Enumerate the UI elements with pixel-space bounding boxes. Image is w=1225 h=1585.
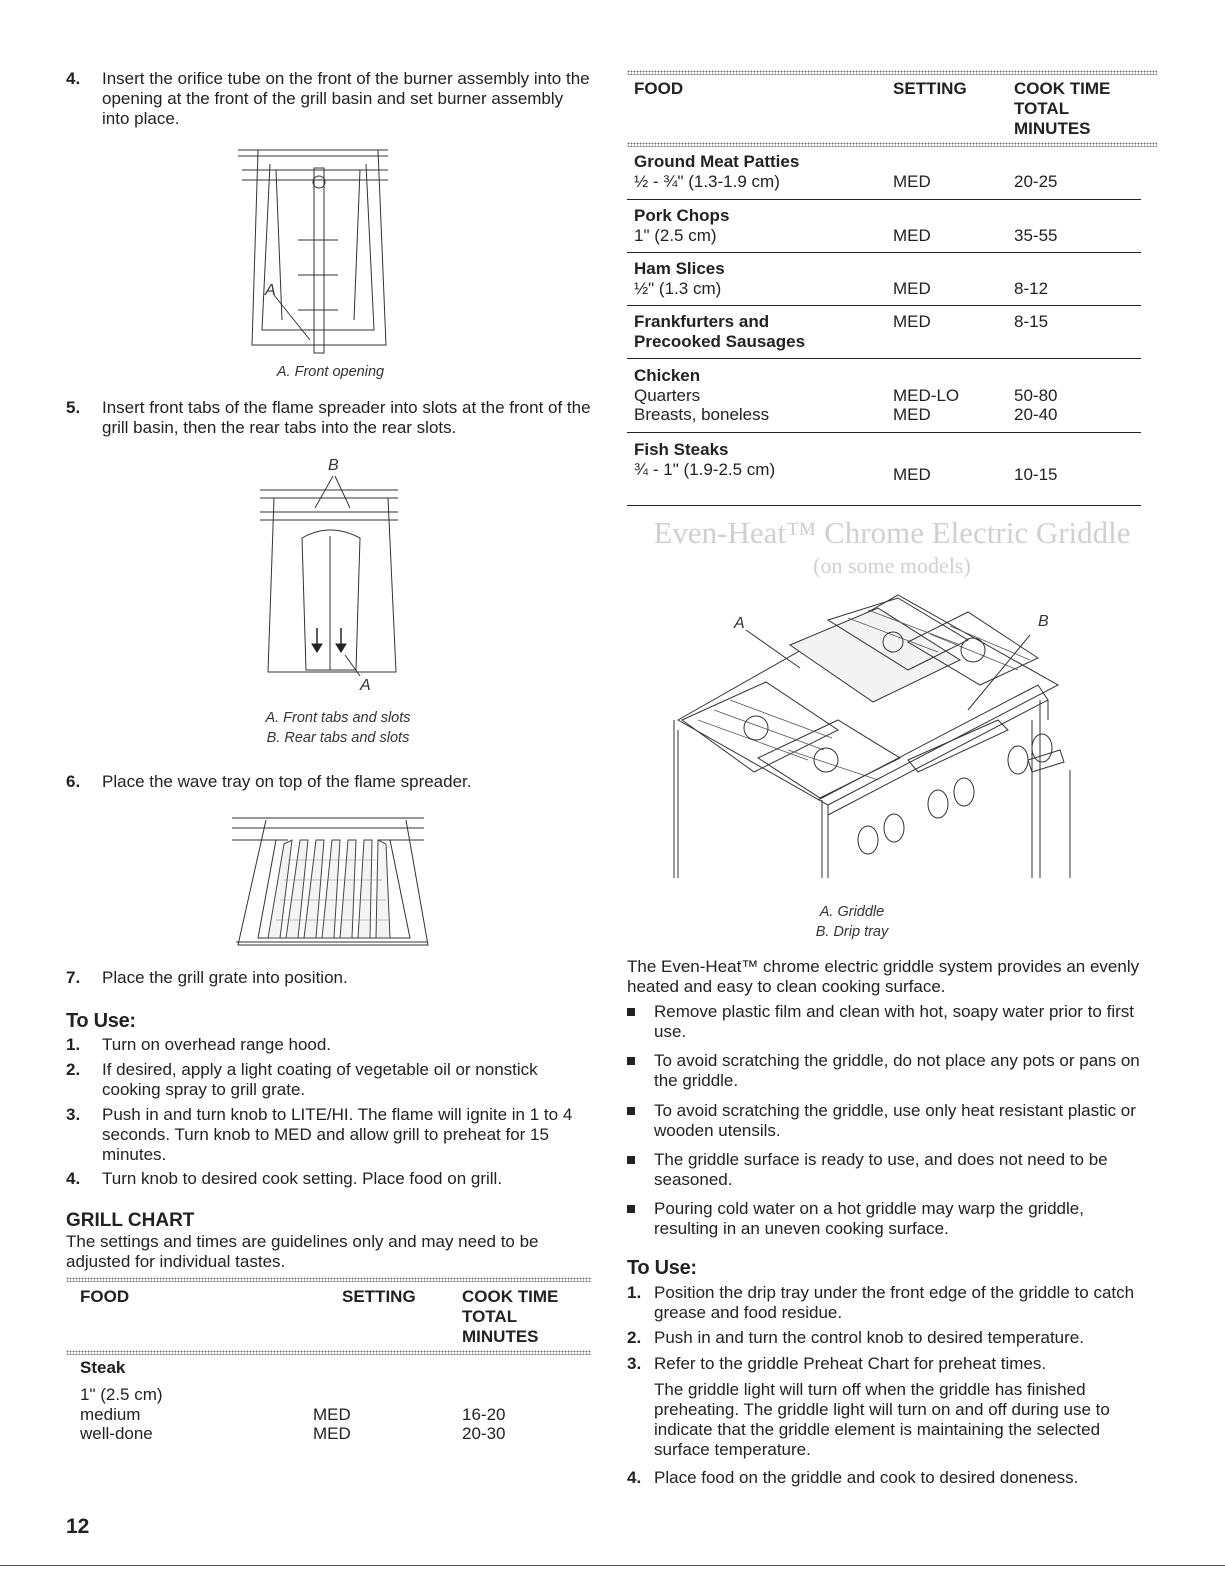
- range-fig-caption-b: B. Drip tray: [815, 924, 889, 940]
- table-row-sub: Quarters: [634, 386, 701, 405]
- table-row-name: Chicken: [634, 366, 701, 385]
- step-text: Insert the orifice tube on the front of the burner assembly into the opening at the front of the grill basin and set burner assembly into place.: [102, 69, 590, 128]
- bullet-item: [627, 1150, 1147, 1190]
- row-divider: [627, 199, 1141, 200]
- step-text: Place the grill grate into position.: [102, 968, 348, 987]
- col-header-total: TOTAL: [462, 1307, 518, 1326]
- col-header-setting: SETTING: [342, 1287, 416, 1306]
- col-header-cook-time: COOK TIME: [1014, 79, 1111, 98]
- table-row-name-2: Precooked Sausages: [634, 332, 806, 351]
- step-6: [66, 772, 591, 792]
- row-divider: [627, 358, 1141, 359]
- col-header-food: FOOD: [80, 1287, 130, 1306]
- col-header-setting: SETTING: [893, 79, 967, 98]
- table-top-rule: [66, 1277, 591, 1282]
- bullet-square-icon: [627, 1008, 635, 1016]
- bullet-square-icon: [627, 1205, 635, 1213]
- bullet-square-icon: [627, 1107, 635, 1115]
- step-text: Push in and turn knob to LITE/HI. The flame will ignite in 1 to 4 seconds. Turn knob to MED and allow grill to preheat for 15 minutes.: [102, 1105, 573, 1164]
- bullet-text: To avoid scratching the griddle, do not place any pots or pans on the griddle.: [654, 1051, 1140, 1090]
- table-row-sub: ½" (1.3 cm): [634, 279, 722, 298]
- bullet-text: Pouring cold water on a hot griddle may warp the griddle, resulting in an uneven cooking surface.: [654, 1199, 1084, 1238]
- step-number: 4.: [66, 1169, 81, 1188]
- right-table-top-rule: [627, 70, 1157, 75]
- table-cell-food: well-done: [80, 1424, 153, 1443]
- grill-use-step-3: [66, 1105, 591, 1165]
- table-cell-time: 16-20: [462, 1405, 506, 1424]
- fig2-label-a: A: [360, 677, 371, 694]
- table-row-name: Pork Chops: [634, 206, 730, 225]
- step-5: [66, 398, 591, 438]
- bullet-item: [627, 1199, 1147, 1239]
- step-text: Insert front tabs of the flame spreader into slots at the front of the grill basin, then the rear tabs into the rear slots.: [102, 398, 591, 437]
- range-fig-label-a: A: [734, 615, 745, 632]
- table-cell-time-2: 20-40: [1014, 405, 1058, 424]
- section-subtitle: (on some models): [813, 553, 971, 578]
- table-cell-time: 20-25: [1014, 172, 1058, 191]
- table-row-steak-size: 1" (2.5 cm): [80, 1385, 163, 1404]
- table-cell-setting: MED: [893, 226, 931, 245]
- table-cell-time: 8-15: [1014, 312, 1049, 331]
- table-header-rule: [66, 1350, 591, 1355]
- step-text: Turn knob to desired cook setting. Place food on grill.: [102, 1169, 503, 1188]
- fig2-label-b: B: [328, 457, 339, 474]
- flame-spreader-figure: [258, 450, 408, 695]
- bullet-square-icon: [627, 1156, 635, 1164]
- step-number: 4.: [66, 69, 81, 88]
- table-row-name: Fish Steaks: [634, 440, 729, 459]
- grill-chart-heading: GRILL CHART: [66, 1210, 195, 1231]
- table-cell-setting: MED: [313, 1424, 351, 1443]
- row-divider: [627, 252, 1141, 253]
- table-cell-time: 8-12: [1014, 279, 1049, 298]
- bullet-item: [627, 1002, 1147, 1042]
- table-cell-setting-2: MED: [893, 405, 931, 424]
- step-text: If desired, apply a light coating of vegetable oil or nonstick cooking spray to grill grate.: [102, 1060, 538, 1099]
- table-cell-time: 35-55: [1014, 226, 1058, 245]
- griddle-use-step-2: [627, 1328, 1147, 1348]
- fig1-caption: A. Front opening: [276, 364, 385, 380]
- step-text: Place the wave tray on top of the flame spreader.: [102, 772, 472, 791]
- range-fig-label-b: B: [1038, 613, 1049, 630]
- griddle-use-step-3: [627, 1354, 1147, 1374]
- step-number: 2.: [627, 1328, 642, 1347]
- grill-use-step-2: [66, 1060, 591, 1100]
- table-row-name: Frankfurters and: [634, 312, 770, 331]
- section-title: Even-Heat™ Chrome Electric Griddle: [653, 515, 1131, 550]
- step-text: Position the drip tray under the front edge of the griddle to catch grease and food residue.: [654, 1283, 1135, 1322]
- fig2-caption-b: B. Rear tabs and slots: [266, 730, 410, 746]
- col-header-cook-time: COOK TIME: [462, 1287, 559, 1306]
- table-bottom-rule: [627, 505, 1141, 506]
- bullet-item: [627, 1051, 1147, 1091]
- bullet-item: [627, 1101, 1147, 1141]
- step-number: 3.: [627, 1354, 642, 1373]
- bullet-square-icon: [627, 1057, 635, 1065]
- step-text: The griddle light will turn off when the griddle has finished preheating. The griddle light will turn on and off during use to indicate that the griddle element is maintaining the selected surface temperature.: [654, 1380, 1110, 1459]
- page-number: 12: [66, 1515, 90, 1538]
- table-row-sub: ¾ - 1" (1.9-2.5 cm): [634, 460, 776, 479]
- table-cell-time: 20-30: [462, 1424, 506, 1443]
- right-table-header-rule: [627, 142, 1157, 147]
- step-text: Push in and turn the control knob to desired temperature.: [654, 1328, 1084, 1347]
- step-number: 2.: [66, 1060, 81, 1079]
- fig2-caption-a: A. Front tabs and slots: [265, 710, 411, 726]
- step-number: 4.: [627, 1468, 642, 1487]
- range-griddle-figure: [668, 590, 1078, 885]
- step-text: Refer to the griddle Preheat Chart for preheat times.: [654, 1354, 1047, 1373]
- bullet-text: The griddle surface is ready to use, and does not need to be seasoned.: [654, 1150, 1108, 1189]
- table-row-sub: 1" (2.5 cm): [634, 226, 717, 245]
- step-text: Place food on the griddle and cook to desired doneness.: [654, 1468, 1079, 1487]
- row-divider: [627, 305, 1141, 306]
- bullet-text: To avoid scratching the griddle, use only heat resistant plastic or wooden utensils.: [654, 1101, 1136, 1140]
- grill-use-step-1: [66, 1035, 591, 1055]
- table-cell-setting: MED: [893, 312, 931, 331]
- table-cell-setting: MED: [893, 279, 931, 298]
- col-header-food: FOOD: [634, 79, 684, 98]
- griddle-intro: The Even-Heat™ chrome electric griddle system provides an evenly heated and easy to clean cooking surface.: [627, 957, 1140, 996]
- table-row-steak-name: Steak: [80, 1358, 126, 1377]
- grill-use-step-4: [66, 1169, 591, 1189]
- step-number: 7.: [66, 968, 81, 987]
- step-number: 5.: [66, 398, 81, 417]
- step-number: 1.: [66, 1035, 81, 1054]
- table-cell-setting: MED: [313, 1405, 351, 1424]
- wave-tray-figure: [228, 810, 433, 950]
- table-row-sub: ½ - ¾" (1.3-1.9 cm): [634, 172, 780, 191]
- step-7: [66, 968, 591, 988]
- table-cell-food: medium: [80, 1405, 141, 1424]
- table-cell-setting: MED: [893, 465, 931, 484]
- table-row-sub-2: Breasts, boneless: [634, 405, 770, 424]
- step-number: 3.: [66, 1105, 81, 1124]
- burner-assembly-figure: [238, 140, 398, 355]
- grill-chart-intro: The settings and times are guidelines only and may need to be adjusted for individual tastes.: [66, 1232, 539, 1271]
- to-use-heading-griddle: To Use:: [627, 1257, 697, 1279]
- row-divider: [627, 432, 1141, 433]
- table-cell-setting: MED: [893, 172, 931, 191]
- range-fig-caption-a: A. Griddle: [819, 904, 885, 920]
- griddle-use-step-1: [627, 1283, 1147, 1323]
- page-bottom-rule: [0, 1565, 1225, 1566]
- table-row-name: Ground Meat Patties: [634, 152, 800, 171]
- col-header-total: TOTAL: [1014, 99, 1070, 118]
- col-header-minutes: MINUTES: [462, 1327, 539, 1346]
- step-4: [66, 69, 591, 129]
- step-number: 6.: [66, 772, 81, 791]
- table-cell-time: 10-15: [1014, 465, 1058, 484]
- bullet-text: Remove plastic film and clean with hot, soapy water prior to first use.: [654, 1002, 1134, 1041]
- table-row-name: Ham Slices: [634, 259, 725, 278]
- griddle-use-step-3-note: [627, 1380, 1147, 1460]
- fig1-label-a: A: [265, 282, 276, 299]
- griddle-use-step-4: [627, 1468, 1147, 1488]
- step-text: Turn on overhead range hood.: [102, 1035, 332, 1054]
- to-use-heading-grill: To Use:: [66, 1010, 136, 1032]
- table-cell-time: 50-80: [1014, 386, 1058, 405]
- col-header-minutes: MINUTES: [1014, 119, 1091, 138]
- step-number: 1.: [627, 1283, 642, 1302]
- table-cell-setting: MED-LO: [893, 386, 960, 405]
